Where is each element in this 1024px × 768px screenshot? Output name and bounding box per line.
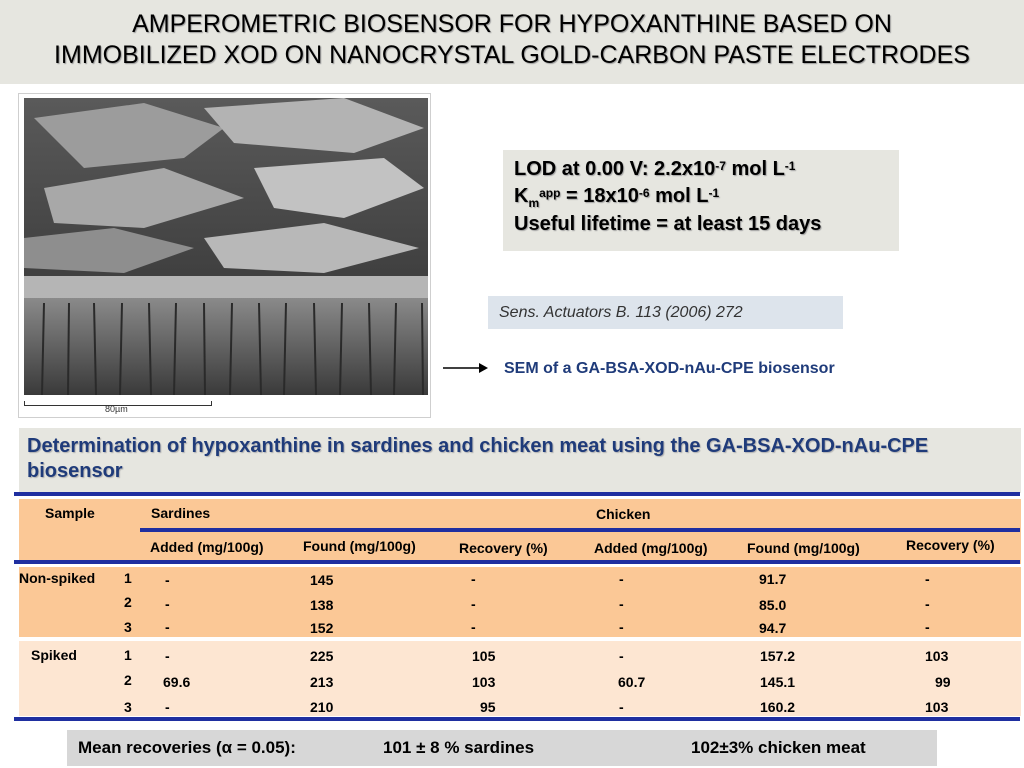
- chicken-found-cell: 157.2: [760, 648, 796, 664]
- chicken-recovery-cell: 103: [925, 648, 949, 664]
- sardines-found-cell: 225: [310, 648, 334, 664]
- chicken-found-cell: 160.2: [760, 699, 796, 715]
- row-number: 2: [124, 672, 132, 688]
- chicken-found-header: Found (mg/100g): [747, 540, 860, 556]
- sardines-found-header: Found (mg/100g): [303, 538, 416, 554]
- chicken-found-cell: 85.0: [759, 597, 787, 613]
- chicken-recovery-cell: 103: [925, 699, 949, 715]
- sample-header: Sample: [45, 505, 95, 521]
- sardines-recovery-cell: 103: [472, 674, 496, 690]
- row-number: 3: [124, 619, 132, 635]
- row-number: 1: [124, 647, 132, 663]
- chicken-header: Chicken: [596, 506, 651, 522]
- sardines-recovery-cell: 105: [472, 648, 496, 664]
- chicken-added-cell: -: [619, 648, 624, 664]
- sem-caption: SEM of a GA-BSA-XOD-nAu-CPE biosensor: [504, 360, 835, 377]
- sardines-found-cell: 138: [310, 597, 334, 613]
- sardines-added-header: Added (mg/100g): [150, 539, 264, 555]
- sardines-added-cell: 69.6: [163, 674, 191, 690]
- sardines-mean-recovery: 101 ± 8 % sardines: [383, 738, 535, 757]
- biosensor-properties-box: [503, 150, 899, 251]
- sardines-recovery-cell: -: [471, 619, 476, 635]
- sardines-added-cell: -: [165, 596, 170, 612]
- nonspiked-label: Non-spiked: [19, 570, 96, 586]
- title-line-2: IMMOBILIZED XOD ON NANOCRYSTAL GOLD-CARBON PASTE ELECTRODES: [54, 41, 970, 69]
- chicken-added-cell: -: [619, 699, 624, 715]
- chicken-recovery-cell: -: [925, 571, 930, 587]
- chicken-added-cell: 60.7: [618, 674, 646, 690]
- lifetime-line: Useful lifetime = at least 15 days: [514, 213, 822, 235]
- lod-line: LOD at 0.00 V: $2.2x10^{-7}$ mol $L^{-1}$: [514, 158, 796, 180]
- sem-micrograph-image: [24, 98, 428, 395]
- determination-title: Determination of hypoxanthine in sardines and chicken meat using the GA-BSA-XOD-nAu-CPE biosensor: [27, 435, 929, 482]
- chicken-found-cell: 91.7: [759, 571, 787, 587]
- chicken-added-cell: -: [619, 596, 624, 612]
- title-line-1: AMPEROMETRIC BIOSENSOR FOR HYPOXANTHINE BASED ON: [132, 10, 892, 38]
- sardines-recovery-cell: 95: [480, 699, 496, 715]
- mean-recoveries-box: [67, 730, 937, 766]
- sardines-found-cell: 210: [310, 699, 334, 715]
- alpha-symbol: α: [221, 738, 233, 757]
- chicken-recovery-cell: -: [925, 596, 930, 612]
- sardines-recovery-header: Recovery (%): [459, 540, 548, 556]
- chicken-recovery-cell: -: [925, 619, 930, 635]
- header-bottom-rule: [14, 560, 1020, 564]
- sardines-added-cell: -: [165, 619, 170, 635]
- sardines-found-cell: 152: [310, 620, 334, 636]
- sardines-recovery-cell: -: [471, 571, 476, 587]
- row-number: 1: [124, 570, 132, 586]
- sardines-rule: [140, 528, 590, 532]
- table-bottom-rule: [14, 717, 1020, 721]
- chicken-found-cell: 145.1: [760, 674, 796, 690]
- sem-scale-label: 80µm: [105, 404, 128, 414]
- chicken-recovery-cell: 99: [935, 674, 951, 690]
- reference-text: Sens. Actuators B. 113 (2006) 272: [499, 304, 743, 321]
- chicken-added-header: Added (mg/100g): [594, 540, 708, 556]
- slide-title: [0, 9, 1024, 71]
- sardines-found-cell: 145: [310, 572, 334, 588]
- mean-recoveries-label: Mean recoveries (α = 0.05):: [78, 738, 296, 757]
- chicken-found-cell: 94.7: [759, 620, 787, 636]
- sardines-added-cell: -: [165, 648, 170, 664]
- chicken-added-cell: -: [619, 571, 624, 587]
- chicken-recovery-header: Recovery (%): [906, 537, 995, 553]
- sardines-header: Sardines: [151, 505, 211, 521]
- chicken-mean-recovery: 102±3% chicken meat: [691, 738, 866, 757]
- reference-box: [488, 296, 843, 329]
- determination-heading-box: [19, 428, 1021, 493]
- table-top-rule: [14, 492, 1020, 496]
- sardines-recovery-cell: -: [471, 596, 476, 612]
- chicken-rule: [590, 528, 1020, 532]
- km-line: $K_m^{app} = 18x10^{-6}$ mol $L^{-1}$: [514, 185, 720, 210]
- row-number: 3: [124, 699, 132, 715]
- sardines-added-cell: -: [165, 572, 170, 588]
- row-number: 2: [124, 594, 132, 610]
- arrow-right-icon: [443, 362, 489, 374]
- sardines-found-cell: 213: [310, 674, 334, 690]
- spiked-label: Spiked: [31, 647, 77, 663]
- chicken-added-cell: -: [619, 619, 624, 635]
- sardines-added-cell: -: [165, 699, 170, 715]
